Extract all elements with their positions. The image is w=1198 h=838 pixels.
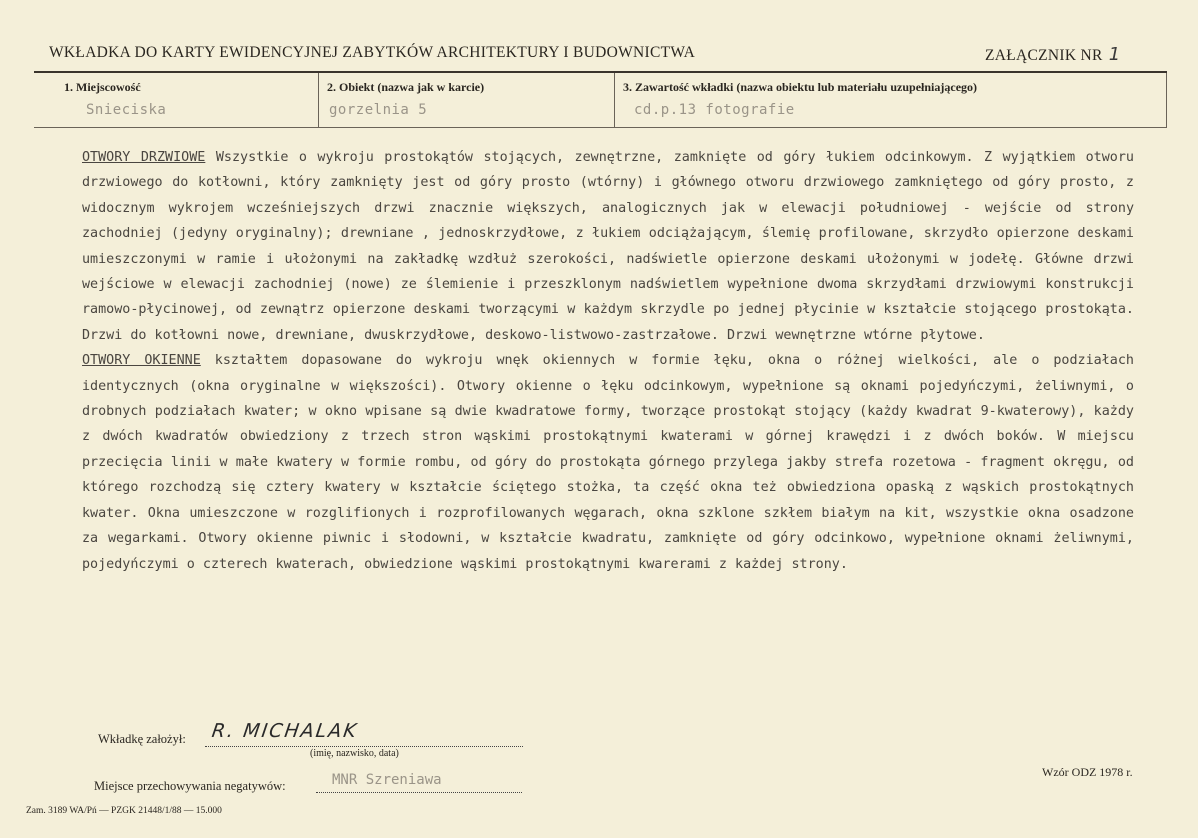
form-pattern: Wzór ODZ 1978 r. (1042, 765, 1133, 779)
storage-line (316, 792, 522, 793)
creator-hint: (imię, nazwisko, data) (310, 748, 399, 759)
annex-label-group (985, 44, 1120, 65)
creator-signature: R. MICHALAK (210, 720, 360, 742)
door-heading: OTWORY DRZWIOWE (82, 150, 206, 165)
field-divider (1166, 73, 1167, 128)
door-paragraph (82, 145, 1134, 348)
field-label-object: 2. Obiekt (nazwa jak w karcie) (327, 80, 485, 94)
fields-rule (34, 127, 1167, 128)
window-paragraph (82, 348, 1134, 577)
form-title: WKŁADKA DO KARTY EWIDENCYJNEJ ZABYTKÓW ARCHITEKTURY I BUDOWNICTWA (49, 44, 696, 61)
field-value-object: gorzelnia 5 (329, 102, 428, 118)
field-value-locality: Snieciska (86, 102, 167, 118)
field-label-locality: 1. Miejscowość (64, 80, 141, 94)
window-description: kształtem dopasowane do wykroju wnęk okiennych w formie łęku, okna o różnej wielkości, ale o podziałach identycznych (okna oryginalne w większości). Otwory okienne o łęku odcinkowym, wypełnione są oknami pojedyńczymi, żeliwnymi, o drobnych podziałach kwater; w okno wpisane są dwie kwadratowe formy, tworzące prostokąt stojący (każdy kwadrat 9-kwaterowy), każdy z dwóch kwadratów obwiedziony z trzech stron wąskimi prostokątnymi kwaterami w górnej krawędzi i z dwóch boków. W miejscu przecięcia linii w małe kwatery w formie rombu, od góry do prostokąta górnego przylega jakby strefa rozetowa - fragment okręgu, od którego rozchodzą się cztery kwatery w kształcie ściętego stożka, ta część okna też obwiedziona opaską z wąskich prostokątnych kwater. Okna umieszczone w rozglifionych i rozprofilowanych węgarach, okna szklone szkłem białym na kit, wszystkie okna osadzone za wegarkami. Otwory okienne piwnic i słodowni, w kształcie kwadratu, zamknięte od góry odcinkowo, wypełnione oknami żeliwnymi, pojedyńczymi o czterech kwaterach, obwiedzione wąskimi prostokątnymi kwarerami z każdej strony. (82, 353, 1134, 572)
storage-label: Miejsce przechowywania negatywów: (94, 779, 286, 793)
field-label-contents: 3. Zawartość wkładki (nazwa obiektu lub materiału uzupełniającego) (623, 80, 978, 94)
creator-line (205, 746, 523, 747)
annex-number: 1 (1108, 44, 1121, 65)
field-divider (614, 73, 615, 128)
field-value-contents: cd.p.13 fotografie (634, 102, 795, 118)
annex-label: ZAŁĄCZNIK NR (985, 47, 1103, 64)
storage-value: MNR Szreniawa (332, 772, 442, 788)
window-heading: OTWORY OKIENNE (82, 353, 201, 369)
door-description: Wszystkie o wykroju prostokątów stojących, zewnętrzne, zamknięte od góry łukiem odcinkowym. Z wyjątkiem otworu drzwiowego do kotłowni, który zamknięty jest od góry prosto (wtórny) i głównego otworu drzwiowego zamkniętego od góry prosto, z widocznym wykrojem wcześniejszych drzwi znacznie większych, analogicznych jak w elewacji południowej - wejście od strony zachodniej (jedyny oryginalny); drewniane , jednoskrzydłowe, z łukiem odciążającym, ślemię profilowane, skrzydło opierzone deskami umieszczonymi w ramie i ułożonymi na zakładkę wzdłuż szerokości, nadświetle opierzone deskami ułożonymi w jodełę. Główne drzwi wejściowe w elewacji zachodniej (nowe) ze ślemienie i przeszklonym nadświetlem wypełnione dwoma skrzydłami drzwiowymi konstrukcji ramowo-płycinowej, od zewnątrz opierzone deskami tworzącymi w każdym skrzydle po jednej płycinie w kształcie stojącego prostokąta. Drzwi do kotłowni nowe, drewniane, dwuskrzydłowe, deskowo-listwowo-zastrzałowe. Drzwi wewnętrzne wtórne płytowe. (82, 150, 1134, 343)
description-text (82, 145, 1134, 577)
header-rule (34, 71, 1167, 73)
printer-info: Zam. 3189 WA/Pń — PZGK 21448/1/88 — 15.000 (26, 806, 222, 816)
creator-label: Wkładkę założył: (98, 732, 186, 746)
field-divider (318, 73, 319, 128)
